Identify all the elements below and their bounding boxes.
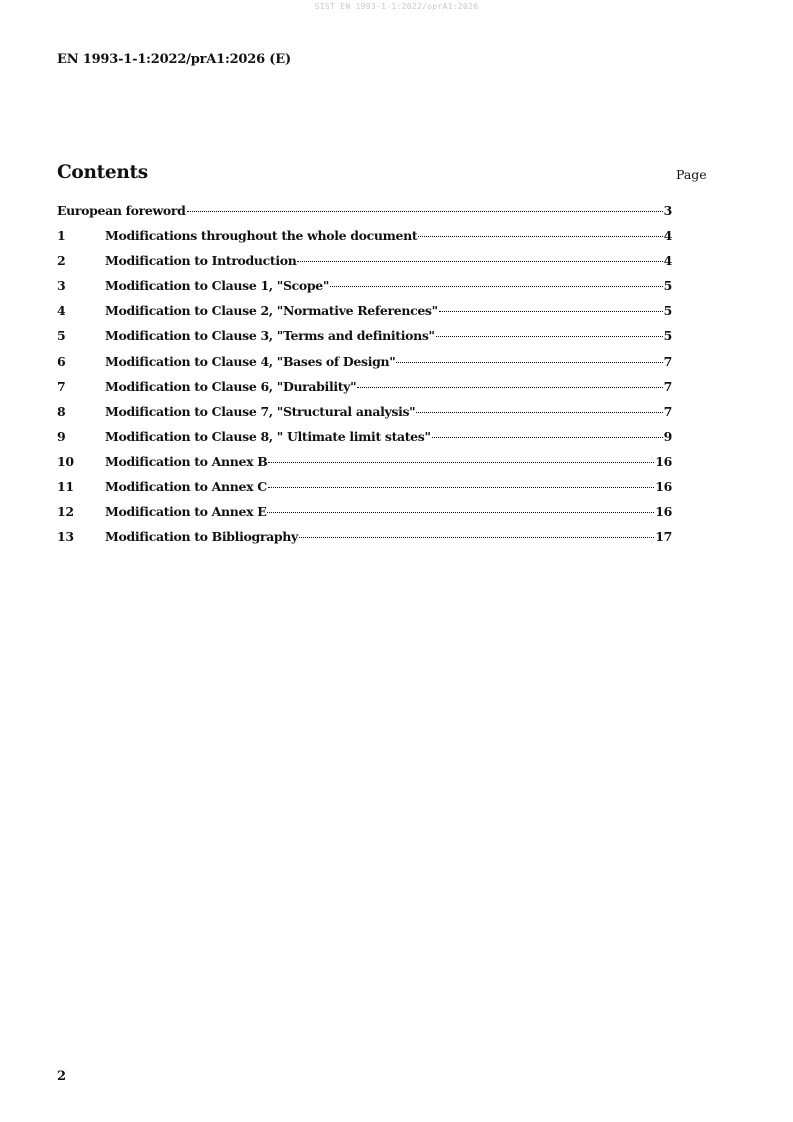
toc-entry-number: 9 xyxy=(57,428,66,444)
toc-entry-page[interactable]: 7 xyxy=(663,403,672,419)
toc-leader-dots xyxy=(432,437,663,438)
toc-entry-page[interactable]: 5 xyxy=(663,278,672,294)
toc-entry-page[interactable]: 9 xyxy=(663,428,672,444)
toc-entry-number: 4 xyxy=(57,303,66,319)
toc-entry-title[interactable]: Modification to Clause 3, "Terms and definitions" xyxy=(105,328,435,344)
toc-entry-title[interactable]: Modification to Annex C xyxy=(105,479,267,495)
toc-entry[interactable] xyxy=(57,203,672,228)
toc-entry-number: 3 xyxy=(57,278,66,294)
toc-entry-title[interactable]: Modification to Bibliography xyxy=(105,529,298,545)
toc-leader-dots xyxy=(268,487,655,488)
table-of-contents xyxy=(57,203,672,554)
toc-entry-title[interactable]: Modifications throughout the whole document xyxy=(105,228,418,244)
toc-entry-number: 12 xyxy=(57,504,74,520)
toc-entry[interactable] xyxy=(57,253,672,278)
toc-entry[interactable] xyxy=(57,404,672,429)
toc-entry-page[interactable]: 4 xyxy=(663,228,672,244)
toc-leader-dots xyxy=(297,261,662,262)
page-number: 2 xyxy=(57,1069,67,1084)
toc-entry-page[interactable]: 5 xyxy=(663,328,672,344)
toc-entry-title[interactable]: Modification to Annex E xyxy=(105,504,267,520)
toc-entry-number: 6 xyxy=(57,353,66,369)
toc-entry-number: 11 xyxy=(57,479,74,495)
toc-leader-dots xyxy=(418,236,662,237)
toc-leader-dots xyxy=(299,537,654,538)
toc-entry-title[interactable]: Modification to Clause 8, " Ultimate limit states" xyxy=(105,428,431,444)
toc-entry[interactable] xyxy=(57,454,672,479)
toc-leader-dots xyxy=(396,362,662,363)
toc-entry[interactable] xyxy=(57,429,672,454)
toc-leader-dots xyxy=(267,512,654,513)
toc-leader-dots xyxy=(268,462,654,463)
toc-entry[interactable] xyxy=(57,479,672,504)
toc-entry-page[interactable]: 3 xyxy=(663,203,672,218)
toc-entry-title[interactable]: Modification to Clause 4, "Bases of Design" xyxy=(105,353,396,369)
toc-entry-page[interactable]: 7 xyxy=(663,378,672,394)
toc-entry[interactable] xyxy=(57,303,672,328)
toc-leader-dots xyxy=(187,211,663,212)
toc-entry-number: 13 xyxy=(57,529,74,545)
toc-entry-number: 10 xyxy=(57,453,74,469)
toc-entry-title[interactable]: European foreword xyxy=(57,203,186,218)
toc-entry-title[interactable]: Modification to Clause 2, "Normative References" xyxy=(105,303,438,319)
toc-entry-number: 1 xyxy=(57,228,66,244)
toc-leader-dots xyxy=(436,336,663,337)
watermark: SIST EN 1993-1-1:2022/oprA1:2026 xyxy=(314,2,479,11)
toc-leader-dots xyxy=(439,311,663,312)
toc-entry-page[interactable]: 4 xyxy=(663,253,672,269)
toc-leader-dots xyxy=(357,387,662,388)
toc-entry-title[interactable]: Modification to Clause 7, "Structural analysis" xyxy=(105,403,416,419)
toc-entry[interactable] xyxy=(57,379,672,404)
toc-entry-page[interactable]: 5 xyxy=(663,303,672,319)
toc-entry[interactable] xyxy=(57,278,672,303)
toc-entry-title[interactable]: Modification to Introduction xyxy=(105,253,297,269)
toc-entry[interactable] xyxy=(57,228,672,253)
toc-entry-number: 2 xyxy=(57,253,66,269)
toc-entry-page[interactable]: 16 xyxy=(655,504,672,520)
toc-leader-dots xyxy=(330,286,663,287)
document-id: EN 1993-1-1:2022/prA1:2026 (E) xyxy=(57,52,291,67)
toc-entry-page[interactable]: 17 xyxy=(655,529,672,545)
toc-entry-number: 5 xyxy=(57,328,66,344)
toc-entry[interactable] xyxy=(57,354,672,379)
toc-entry-page[interactable]: 16 xyxy=(655,453,672,469)
toc-entry-title[interactable]: Modification to Clause 6, "Durability" xyxy=(105,378,357,394)
toc-entry-number: 8 xyxy=(57,403,66,419)
toc-entry-page[interactable]: 16 xyxy=(655,479,672,495)
toc-entry-page[interactable]: 7 xyxy=(663,353,672,369)
page-column-label: Page xyxy=(676,167,707,182)
toc-entry[interactable] xyxy=(57,328,672,353)
contents-heading: Contents xyxy=(57,162,148,183)
toc-entry-number: 7 xyxy=(57,378,66,394)
toc-entry[interactable] xyxy=(57,504,672,529)
toc-entry-title[interactable]: Modification to Annex B xyxy=(105,453,268,469)
toc-entry-title[interactable]: Modification to Clause 1, "Scope" xyxy=(105,278,330,294)
toc-entry[interactable] xyxy=(57,529,672,554)
toc-leader-dots xyxy=(416,412,662,413)
